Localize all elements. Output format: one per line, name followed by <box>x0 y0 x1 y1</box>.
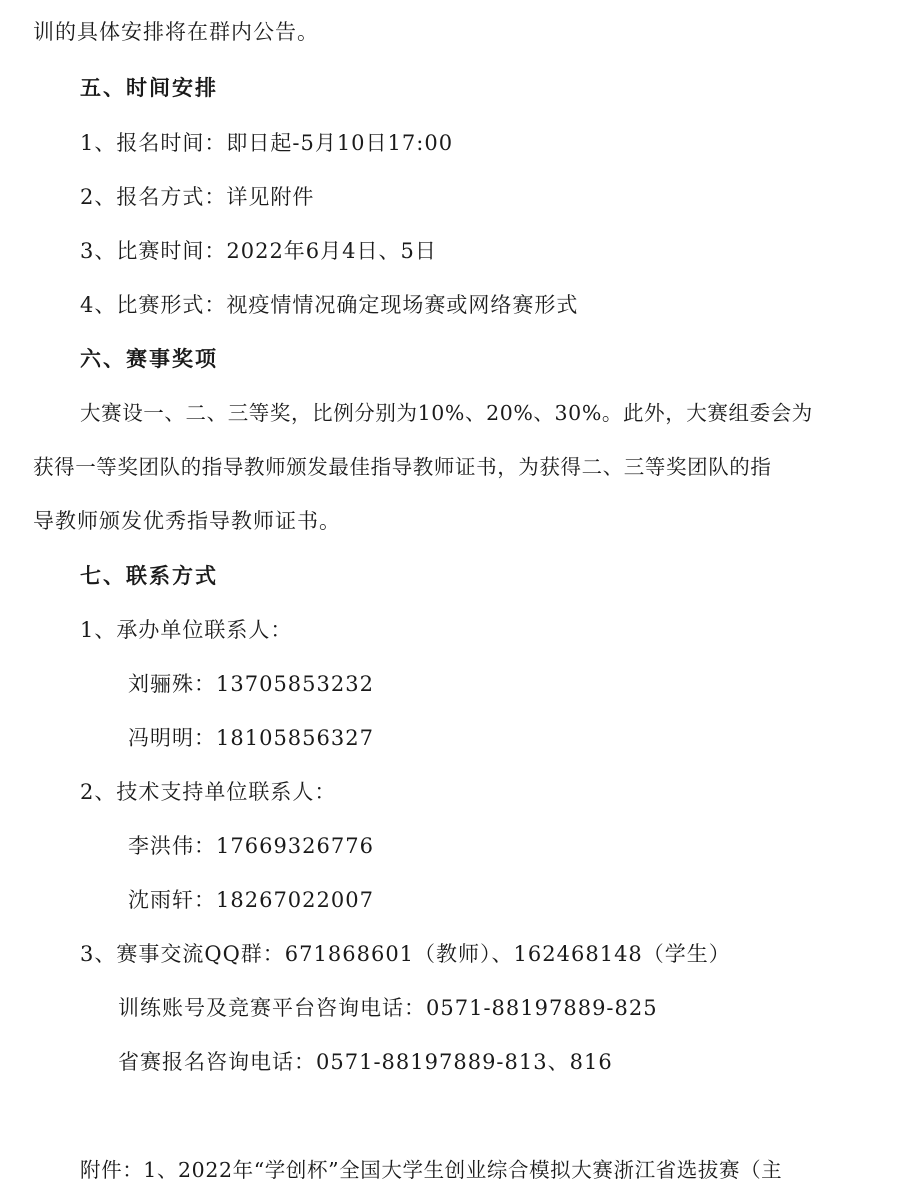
schedule-item-3: 3、比赛时间：2022年6月4日、5日 <box>80 239 437 263</box>
contact-item-3-qq: 3、赛事交流QQ群：671868601（教师）、162468148（学生） <box>80 942 731 966</box>
section-6-title: 六、赛事奖项 <box>80 347 218 371</box>
attachment-line: 附件：1、2022年“学创杯”全国大学生创业综合模拟大赛浙江省选拔赛（主 <box>80 1158 783 1182</box>
continued-text-line: 训的具体安排将在群内公告。 <box>33 20 319 44</box>
contact-item-1: 1、承办单位联系人： <box>80 618 293 642</box>
contact-person-3: 李洪伟：17669326776 <box>128 834 374 858</box>
section-7-title: 七、联系方式 <box>80 564 218 588</box>
contact-item-2: 2、技术支持单位联系人： <box>80 780 337 804</box>
awards-paragraph-line-3: 导教师颁发优秀指导教师证书。 <box>33 509 341 533</box>
awards-paragraph-line-2: 获得一等奖团队的指导教师颁发最佳指导教师证书，为获得二、三等奖团队的指 <box>33 455 772 479</box>
training-phone: 训练账号及竞赛平台咨询电话：0571-88197889-825 <box>118 996 658 1020</box>
registration-phone: 省赛报名咨询电话：0571-88197889-813、816 <box>118 1050 613 1074</box>
schedule-item-1: 1、报名时间：即日起-5月10日17:00 <box>80 131 454 155</box>
schedule-item-2: 2、报名方式：详见附件 <box>80 185 315 209</box>
contact-person-2: 冯明明：18105856327 <box>128 726 374 750</box>
schedule-item-4: 4、比赛形式：视疫情情况确定现场赛或网络赛形式 <box>80 293 579 317</box>
section-5-title: 五、时间安排 <box>80 76 218 100</box>
awards-paragraph-line-1: 大赛设一、二、三等奖，比例分别为10%、20%、30%。此外，大赛组委会为 <box>80 401 813 425</box>
contact-person-1: 刘骊殊：13705853232 <box>128 672 374 696</box>
contact-person-4: 沈雨轩：18267022007 <box>128 888 374 912</box>
